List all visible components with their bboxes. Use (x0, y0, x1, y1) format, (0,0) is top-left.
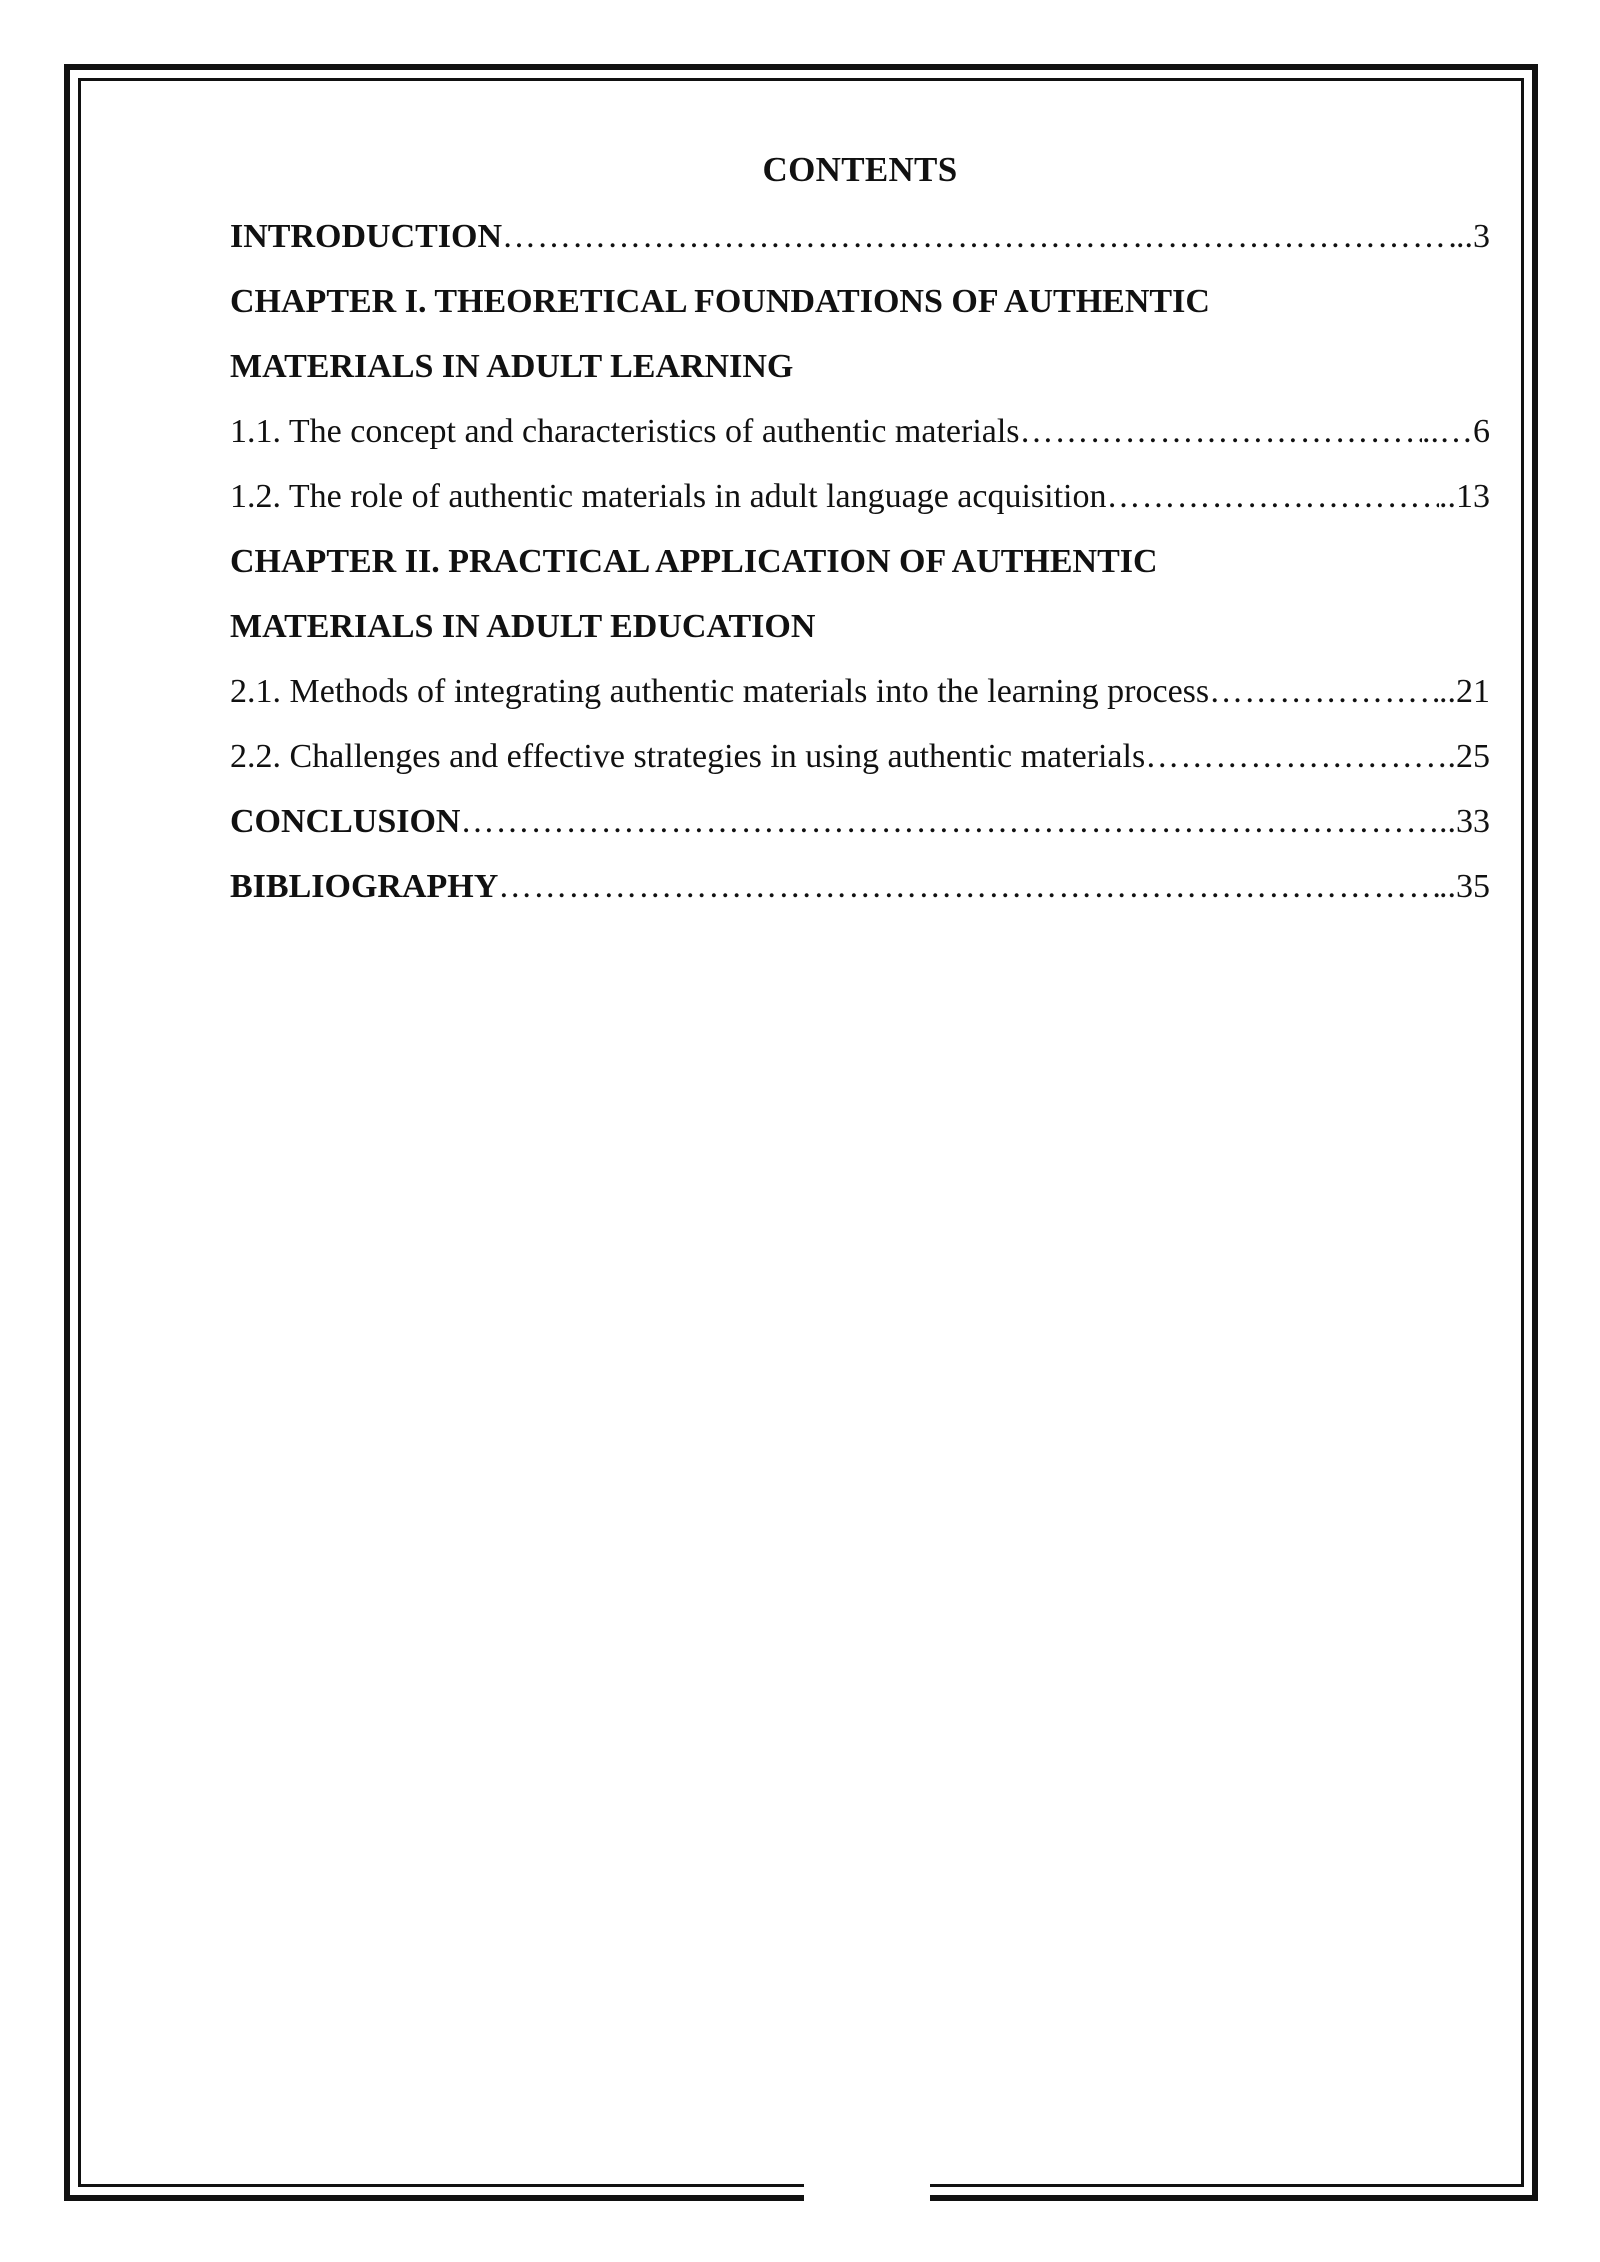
toc-entry-page: ..13 (1439, 478, 1490, 515)
dot-leader (1107, 464, 1440, 529)
toc-entry-conclusion[interactable] (230, 789, 1490, 854)
toc-title: CONTENTS (762, 150, 958, 189)
toc-entry-page: ..21 (1439, 673, 1490, 710)
toc-chapter-1-heading-line-1: CHAPTER I. THEORETICAL FOUNDATIONS OF AUTHENTIC (230, 283, 1210, 320)
dot-leader (1145, 724, 1447, 789)
toc-entry-bibliography[interactable] (230, 854, 1490, 919)
toc-entry-label: 2.2. Challenges and effective strategies in using authentic materials (230, 738, 1146, 775)
toc-entry-2-2[interactable] (230, 724, 1490, 789)
page-number-slot (804, 2180, 930, 2210)
dot-leader (460, 789, 1439, 854)
toc-entry-1-1[interactable] (230, 399, 1490, 464)
toc-chapter-1-heading-line-2: MATERIALS IN ADULT LEARNING (230, 348, 794, 385)
toc-entry-page: ..33 (1439, 803, 1490, 840)
dot-leader (502, 204, 1456, 269)
toc-entry-page: ..35 (1439, 868, 1490, 905)
toc-entry-1-2[interactable] (230, 464, 1490, 529)
toc-entry-page: .25 (1447, 738, 1490, 775)
toc-entry-introduction[interactable] (230, 204, 1490, 269)
table-of-contents (230, 150, 1490, 919)
toc-entry-2-1[interactable] (230, 659, 1490, 724)
toc-entry-label: 1.1. The concept and characteristics of authentic materials (230, 413, 1020, 450)
dot-leader (498, 854, 1439, 919)
toc-entry-label: 2.1. Methods of integrating authentic materials into the learning process (230, 673, 1210, 710)
toc-entry-label: BIBLIOGRAPHY (230, 868, 499, 905)
toc-entry-page: ..…6 (1422, 413, 1490, 450)
dot-leader (1020, 399, 1422, 464)
toc-chapter-2-heading-line-2: MATERIALS IN ADULT EDUCATION (230, 608, 816, 645)
toc-entry-label: 1.2. The role of authentic materials in adult language acquisition (230, 478, 1107, 515)
toc-entry-label: INTRODUCTION (230, 218, 503, 255)
toc-entry-page: ..3 (1456, 218, 1490, 255)
dot-leader (1209, 659, 1439, 724)
toc-chapter-2-heading-line-1: CHAPTER II. PRACTICAL APPLICATION OF AUTHENTIC (230, 543, 1158, 580)
toc-entry-label: CONCLUSION (230, 803, 461, 840)
